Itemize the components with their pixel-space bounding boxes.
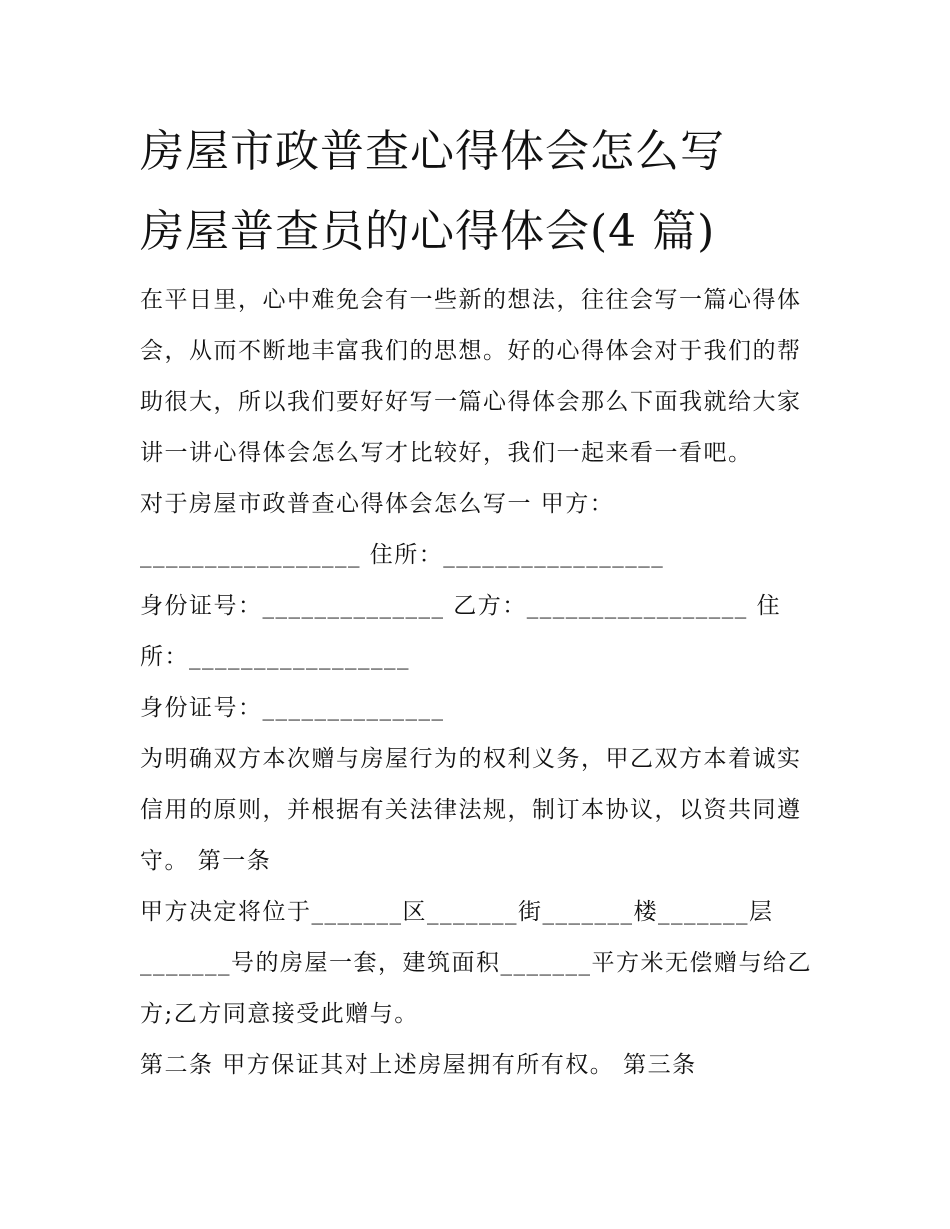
body-line-6: _________________ 住所：_________________: [140, 542, 665, 568]
body-line-5: 对于房屋市政普查心得体会怎么写一 甲方：: [140, 491, 615, 517]
body-line-3: 助很大，所以我们要好好写一篇心得体会那么下面我就给大家: [140, 389, 802, 415]
body-line-12: 守。 第一条: [140, 848, 272, 874]
body-line-11: 信用的原则，并根据有关法律法规，制订本协议，以资共同遵: [140, 797, 802, 823]
body-line-13: 甲方决定将位于_______区_______街_______楼_______层: [140, 899, 774, 925]
body-line-16: 第二条 甲方保证其对上述房屋拥有所有权。 第三条: [140, 1052, 697, 1078]
title-line-1: 房屋市政普查心得体会怎么写: [140, 126, 725, 177]
body-line-7: 身份证号：______________ 乙方：_________________ 住: [140, 593, 782, 619]
body-line-8: 所：_________________: [140, 644, 410, 670]
body-line-9: 身份证号：______________: [140, 695, 445, 721]
title-line-2: 房屋普查员的心得体会(4 篇): [140, 206, 716, 257]
body-line-2: 会，从而不断地丰富我们的思想。好的心得体会对于我们的帮: [140, 338, 802, 364]
body-line-14: _______号的房屋一套，建筑面积_______平方米无偿赠与给乙: [140, 950, 812, 976]
body-line-4: 讲一讲心得体会怎么写才比较好，我们一起来看一看吧。: [140, 440, 753, 466]
document-title: [140, 112, 840, 272]
body-line-15: 方;乙方同意接受此赠与。: [140, 1001, 419, 1027]
body-line-10: 为明确双方本次赠与房屋行为的权利义务，甲乙双方本着诚实: [140, 746, 802, 772]
body-line-1: 在平日里，心中难免会有一些新的想法，往往会写一篇心得体: [140, 287, 802, 313]
